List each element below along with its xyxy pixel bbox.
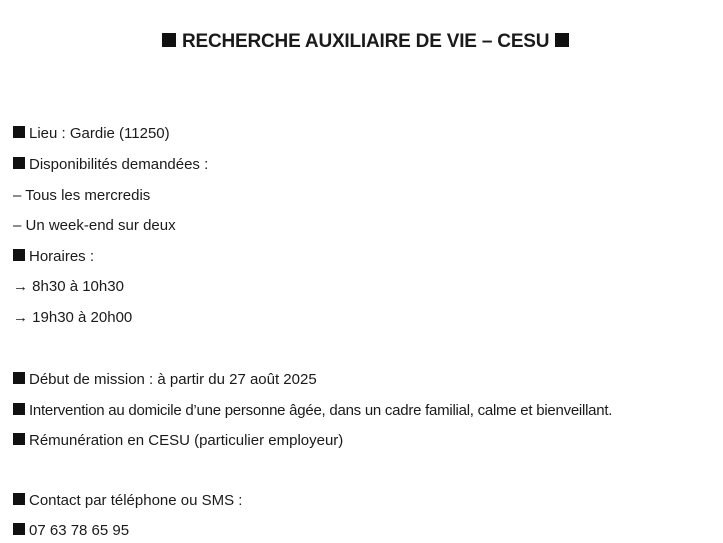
intervention-line bbox=[13, 402, 612, 420]
disponibilites-heading-text: Disponibilités demandées : bbox=[29, 156, 209, 173]
square-bullet-icon bbox=[555, 33, 569, 47]
square-bullet-icon bbox=[13, 523, 25, 535]
square-bullet-icon bbox=[13, 126, 25, 138]
square-bullet-icon bbox=[13, 403, 25, 415]
square-bullet-icon bbox=[13, 433, 25, 445]
square-bullet-icon bbox=[13, 249, 25, 261]
square-bullet-icon bbox=[13, 493, 25, 505]
horaire-item: → 8h30 à 10h30 bbox=[13, 278, 124, 295]
intervention-text: Intervention au domicile d’une personne âgée, dans un cadre familial, calme et bienveillant. bbox=[29, 402, 613, 419]
lieu-text: Lieu : Gardie (11250) bbox=[29, 125, 170, 142]
square-bullet-icon bbox=[13, 372, 25, 384]
contact-heading bbox=[13, 492, 242, 510]
disponibilite-item: – Tous les mercredis bbox=[13, 187, 151, 204]
contact-heading-text: Contact par téléphone ou SMS : bbox=[29, 492, 243, 509]
title-text: RECHERCHE AUXILIAIRE DE VIE – CESU bbox=[182, 31, 550, 52]
square-bullet-icon bbox=[13, 157, 25, 169]
lieu-line bbox=[13, 125, 170, 143]
remuneration-text: Rémunération en CESU (particulier employeur) bbox=[29, 432, 344, 449]
page-title bbox=[162, 31, 569, 53]
horaire-item: → 19h30 à 20h00 bbox=[13, 309, 133, 326]
disponibilites-heading bbox=[13, 156, 208, 174]
remuneration-line bbox=[13, 432, 343, 450]
horaires-heading-text: Horaires : bbox=[29, 248, 95, 265]
horaires-heading bbox=[13, 248, 94, 266]
phone-number: 07 63 78 65 95 bbox=[29, 522, 130, 539]
square-bullet-icon bbox=[162, 33, 176, 47]
disponibilite-item: – Un week-end sur deux bbox=[13, 217, 176, 234]
phone-line bbox=[13, 522, 129, 540]
debut-line bbox=[13, 371, 317, 389]
debut-text: Début de mission : à partir du 27 août 2025 bbox=[29, 371, 317, 388]
